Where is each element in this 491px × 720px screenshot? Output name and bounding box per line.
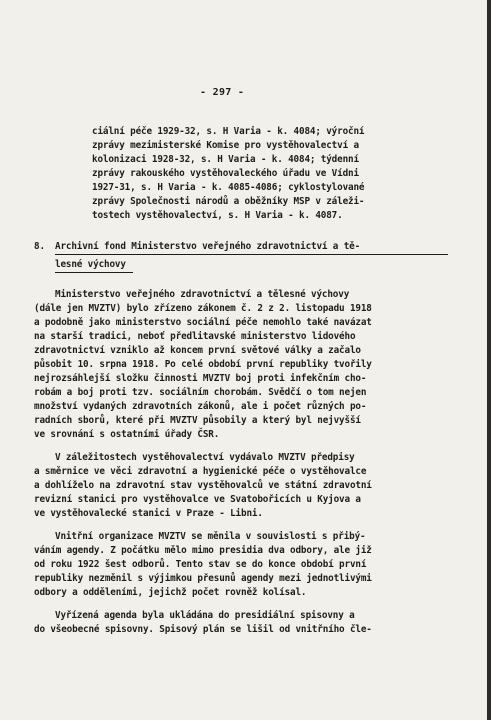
- text-line: ciální péče 1929-32, s. H Varia - k. 4084; výroční: [92, 126, 365, 137]
- text-line: zdravotnictví vzniklo až koncem první světové války a začalo: [34, 345, 361, 356]
- scan-border: [487, 0, 491, 720]
- text-line: množství vydaných zdravotních zákonů, ale i počet různých po-: [34, 401, 367, 412]
- text-line: Vnitřní organizace MVZTV se měnila v souvislosti s přibý-: [55, 531, 366, 542]
- text-line: do všeobecné spisovny. Spisový plán se lišil od vnitřního čle-: [34, 624, 372, 635]
- text-line: odbory a odděleními, jejichž počet rovněž kolísal.: [34, 587, 307, 598]
- heading-underline: [55, 254, 448, 255]
- text-line: (dále jen MVZTV) bylo zřízeno zákonem č. 2 z 2. listopadu 1918: [34, 303, 372, 314]
- text-line: Vyřízená agenda byla ukládána do presidiální spisovny a: [55, 610, 355, 621]
- section-number: 8.: [34, 241, 45, 252]
- text-line: ve vystěhovalecké stanici v Praze - Libni.: [34, 508, 263, 519]
- text-line: na starší tradici, neboť předlitavské ministerstvo lidového: [34, 331, 356, 342]
- text-line: radních sborů, které při MVZTV působily a který byl nejvyšší: [34, 415, 361, 426]
- text-line: a podobně jako ministerstvo sociální péče nemohlo také navázat: [34, 317, 372, 328]
- section-heading-line: lesné výchovy: [55, 259, 126, 270]
- text-line: robám a boj proti tzv. sociálním chorobám. Svědčí o tom nejen: [34, 387, 367, 398]
- text-line: V záležitostech vystěhovalectví vydávalo MVZTV předpisy: [55, 452, 355, 463]
- text-line: a dohlíželo na zdravotní stav vystěhovalců ve státní zdravotní: [34, 480, 372, 491]
- text-line: kolonizaci 1928-32, s. H Varia - k. 4084; týdenní: [92, 154, 359, 165]
- text-line: nejrozsáhlejší složku činnosti MVZTV boj proti infekčním cho-: [34, 373, 367, 384]
- text-line: zprávy Společnosti národů a oběžníky MSP v záleži-: [92, 196, 365, 207]
- page-number: - 297 -: [200, 87, 245, 98]
- section-heading-line: Archivní fond Ministerstvo veřejného zdravotnictví a tě-: [55, 241, 361, 252]
- text-line: ve srovnání s ostatními úřady ČSR.: [34, 429, 220, 440]
- text-line: 1927-31, s. H Varia - k. 4085-4086; cyklostylované: [92, 182, 365, 193]
- text-line: Ministerstvo veřejného zdravotnictví a tělesné výchovy: [55, 289, 350, 300]
- text-line: zprávy mezimisterské Komise pro vystěhovalectví a: [92, 140, 359, 151]
- text-line: revizní stanici pro vystěhovalce ve Svatobořicích u Kyjova a: [34, 494, 361, 505]
- text-line: od roku 1922 šest odborů. Tento stav se do konce období první: [34, 559, 367, 570]
- text-line: zprávy rakouského vystěhovaleckého úřadu ve Vídni: [92, 168, 359, 179]
- text-line: tostech vystěhovalectví, s. H Varia - k. 4087.: [92, 210, 343, 221]
- text-line: působit 10. srpna 1918. Po celé období první republiky tvořily: [34, 359, 372, 370]
- text-line: a směrnice ve věci zdravotní a hygienické péče o vystěhovalce: [34, 466, 367, 477]
- text-line: republiky nezměnil s výjimkou přesunů agendy mezi jednotlivými: [34, 573, 372, 584]
- text-line: váním agendy. Z počátku mělo mimo presidia dva odbory, ale již: [34, 545, 372, 556]
- heading-underline: [55, 272, 133, 273]
